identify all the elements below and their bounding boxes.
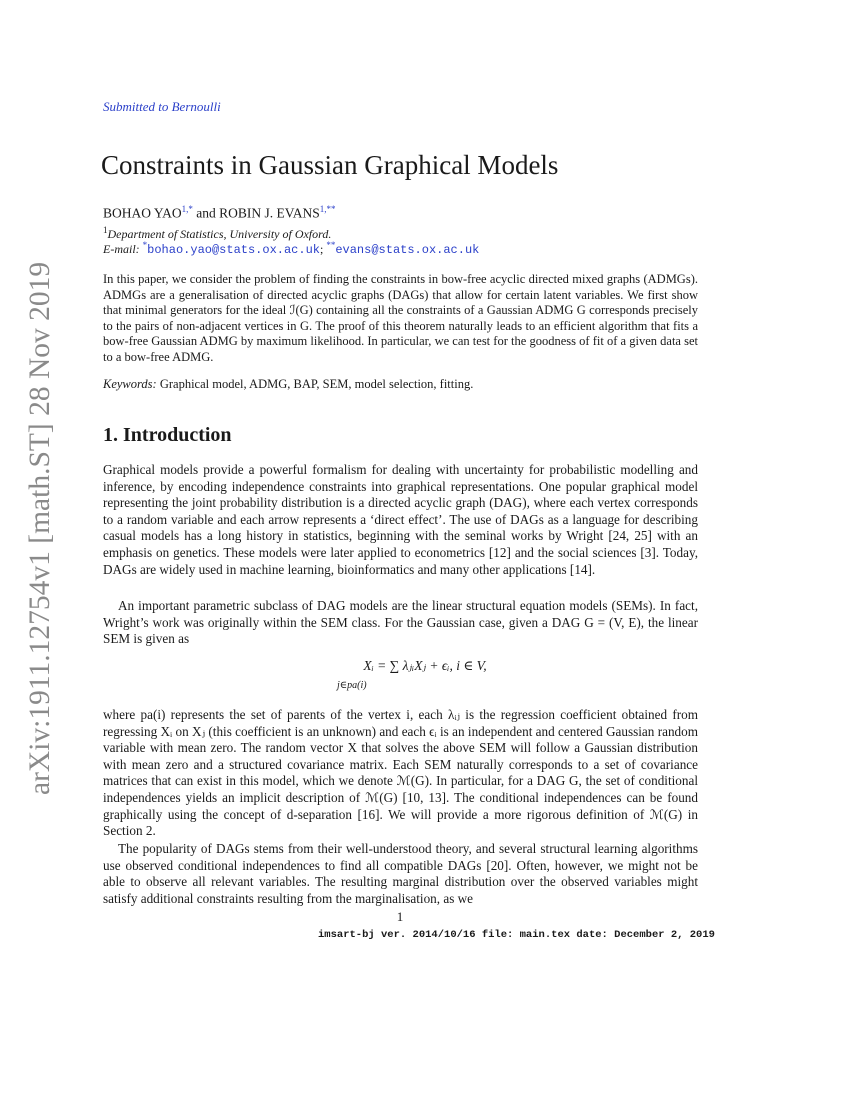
- email-separator: ;: [319, 242, 327, 256]
- email-mark: **: [326, 240, 336, 250]
- footer: imsart-bj ver. 2014/10/16 file: main.tex date: December 2, 2019: [318, 929, 715, 941]
- submitted-to-link[interactable]: Submitted to Bernoulli: [103, 99, 221, 114]
- body-paragraph: The popularity of DAGs stems from their well-understood theory, and several structural learning algorithms use observed conditional independences to find all compatible DAGs [20]. Often, however, we might not be able to observe all relevant variables. The resulting marginal distribution over the observed variables might satisfy additional constraints resulting from the marginalisation, as we: [103, 841, 698, 906]
- body-paragraph: An important parametric subclass of DAG models are the linear structural equation models (SEMs). In fact, Wright’s work was originally within the SEM class. For the Gaussian case, given a DAG G = (V, E), the linear SEM is given as: [103, 598, 698, 647]
- abstract: In this paper, we consider the problem of finding the constraints in bow-free acyclic directed mixed graphs (ADMGs). ADMGs are a generalisation of directed acyclic graphs (DAGs) that allow for certain latent variables. We first show that minimal generators for the ideal ℐ(G) containing all the constraints of a Gaussian ADMG G corresponds precisely to the pairs of non-adjacent vertices in G. The proof of this theorem naturally leads to an efficient algorithm that fits a bow-free Gaussian ADMG by maximum likelihood. In particular, we can test for the goodness of fit of a given data set to a bow-free ADMG.: [103, 272, 698, 364]
- email-mark: *: [142, 240, 148, 250]
- body-paragraph: Graphical models provide a powerful formalism for dealing with uncertainty for probabilistic modelling and inference, by encoding independence constraints into graphical representations. One popular graphical model representing the joint probability distribution is a directed acyclic graph (DAG), where each vertex corresponds to a random variable and each arrow represents a ‘direct effect’. The use of DAGs as a language for describing casual models has a long history in statistics, beginning with the seminal works by Wright [24, 25] with an emphasis on genetics. These models were later applied to econometrics [12] and the social sciences [3]. Today, DAGs are widely used in machine learning, bioinformatics and many other applications [14].: [103, 462, 698, 577]
- page-number: 1: [396, 909, 404, 924]
- affiliation-text: Department of Statistics, University of Oxford.: [107, 227, 332, 241]
- author-footnote-mark[interactable]: 1,*: [181, 204, 193, 214]
- arxiv-side-stamp: arXiv:1911.12754v1 [math.ST] 28 Nov 2019: [24, 261, 56, 795]
- email-line: [103, 240, 479, 257]
- email-label: E-mail:: [103, 242, 143, 256]
- paper-title: Constraints in Gaussian Graphical Models: [101, 150, 559, 180]
- email-link[interactable]: bohao.yao@stats.ox.ac.uk: [147, 243, 320, 257]
- author-name: ROBIN J. EVANS: [219, 205, 320, 221]
- author-conjunction: and: [192, 205, 220, 221]
- author-name: BOHAO YAO: [103, 205, 182, 221]
- affiliation-mark: 1: [103, 225, 108, 235]
- keywords-text: Graphical model, ADMG, BAP, SEM, model selection, fitting.: [156, 377, 474, 391]
- body-paragraph: where pa(i) represents the set of parents of the vertex i, each λᵢⱼ is the regression coefficient obtained from regressing Xᵢ on Xⱼ (this coefficient is an unknown) and each ϵᵢ is an independent and centered Gaussian random variable with mean zero. The random vector X that solves the above SEM will follow a Gaussian distribution with mean zero and a structured covariance matrix. Each SEM naturally corresponds to a set of covariance matrices that can exist in this model, which we denote ℳ(G). In particular, for a DAG G, the set of conditional independences yields an implicit description of ℳ(G) [10, 13]. The conditional independences can be found graphically using the concept of d-separation [16]. We will provide a more rigorous definition of ℳ(G) in Section 2.: [103, 707, 698, 839]
- section-heading: 1. Introduction: [103, 424, 232, 446]
- equation-subscript: j∈pa(i): [337, 680, 367, 691]
- equation-main: Xᵢ = ∑ λⱼᵢXⱼ + ϵᵢ, i ∈ V,: [363, 658, 487, 673]
- keywords-label: Keywords:: [103, 377, 157, 391]
- author-footnote-mark[interactable]: 1,**: [319, 204, 336, 214]
- equation: [0, 658, 850, 691]
- author-line: [103, 204, 336, 222]
- keywords: [103, 377, 698, 393]
- email-link[interactable]: evans@stats.ox.ac.uk: [335, 243, 480, 257]
